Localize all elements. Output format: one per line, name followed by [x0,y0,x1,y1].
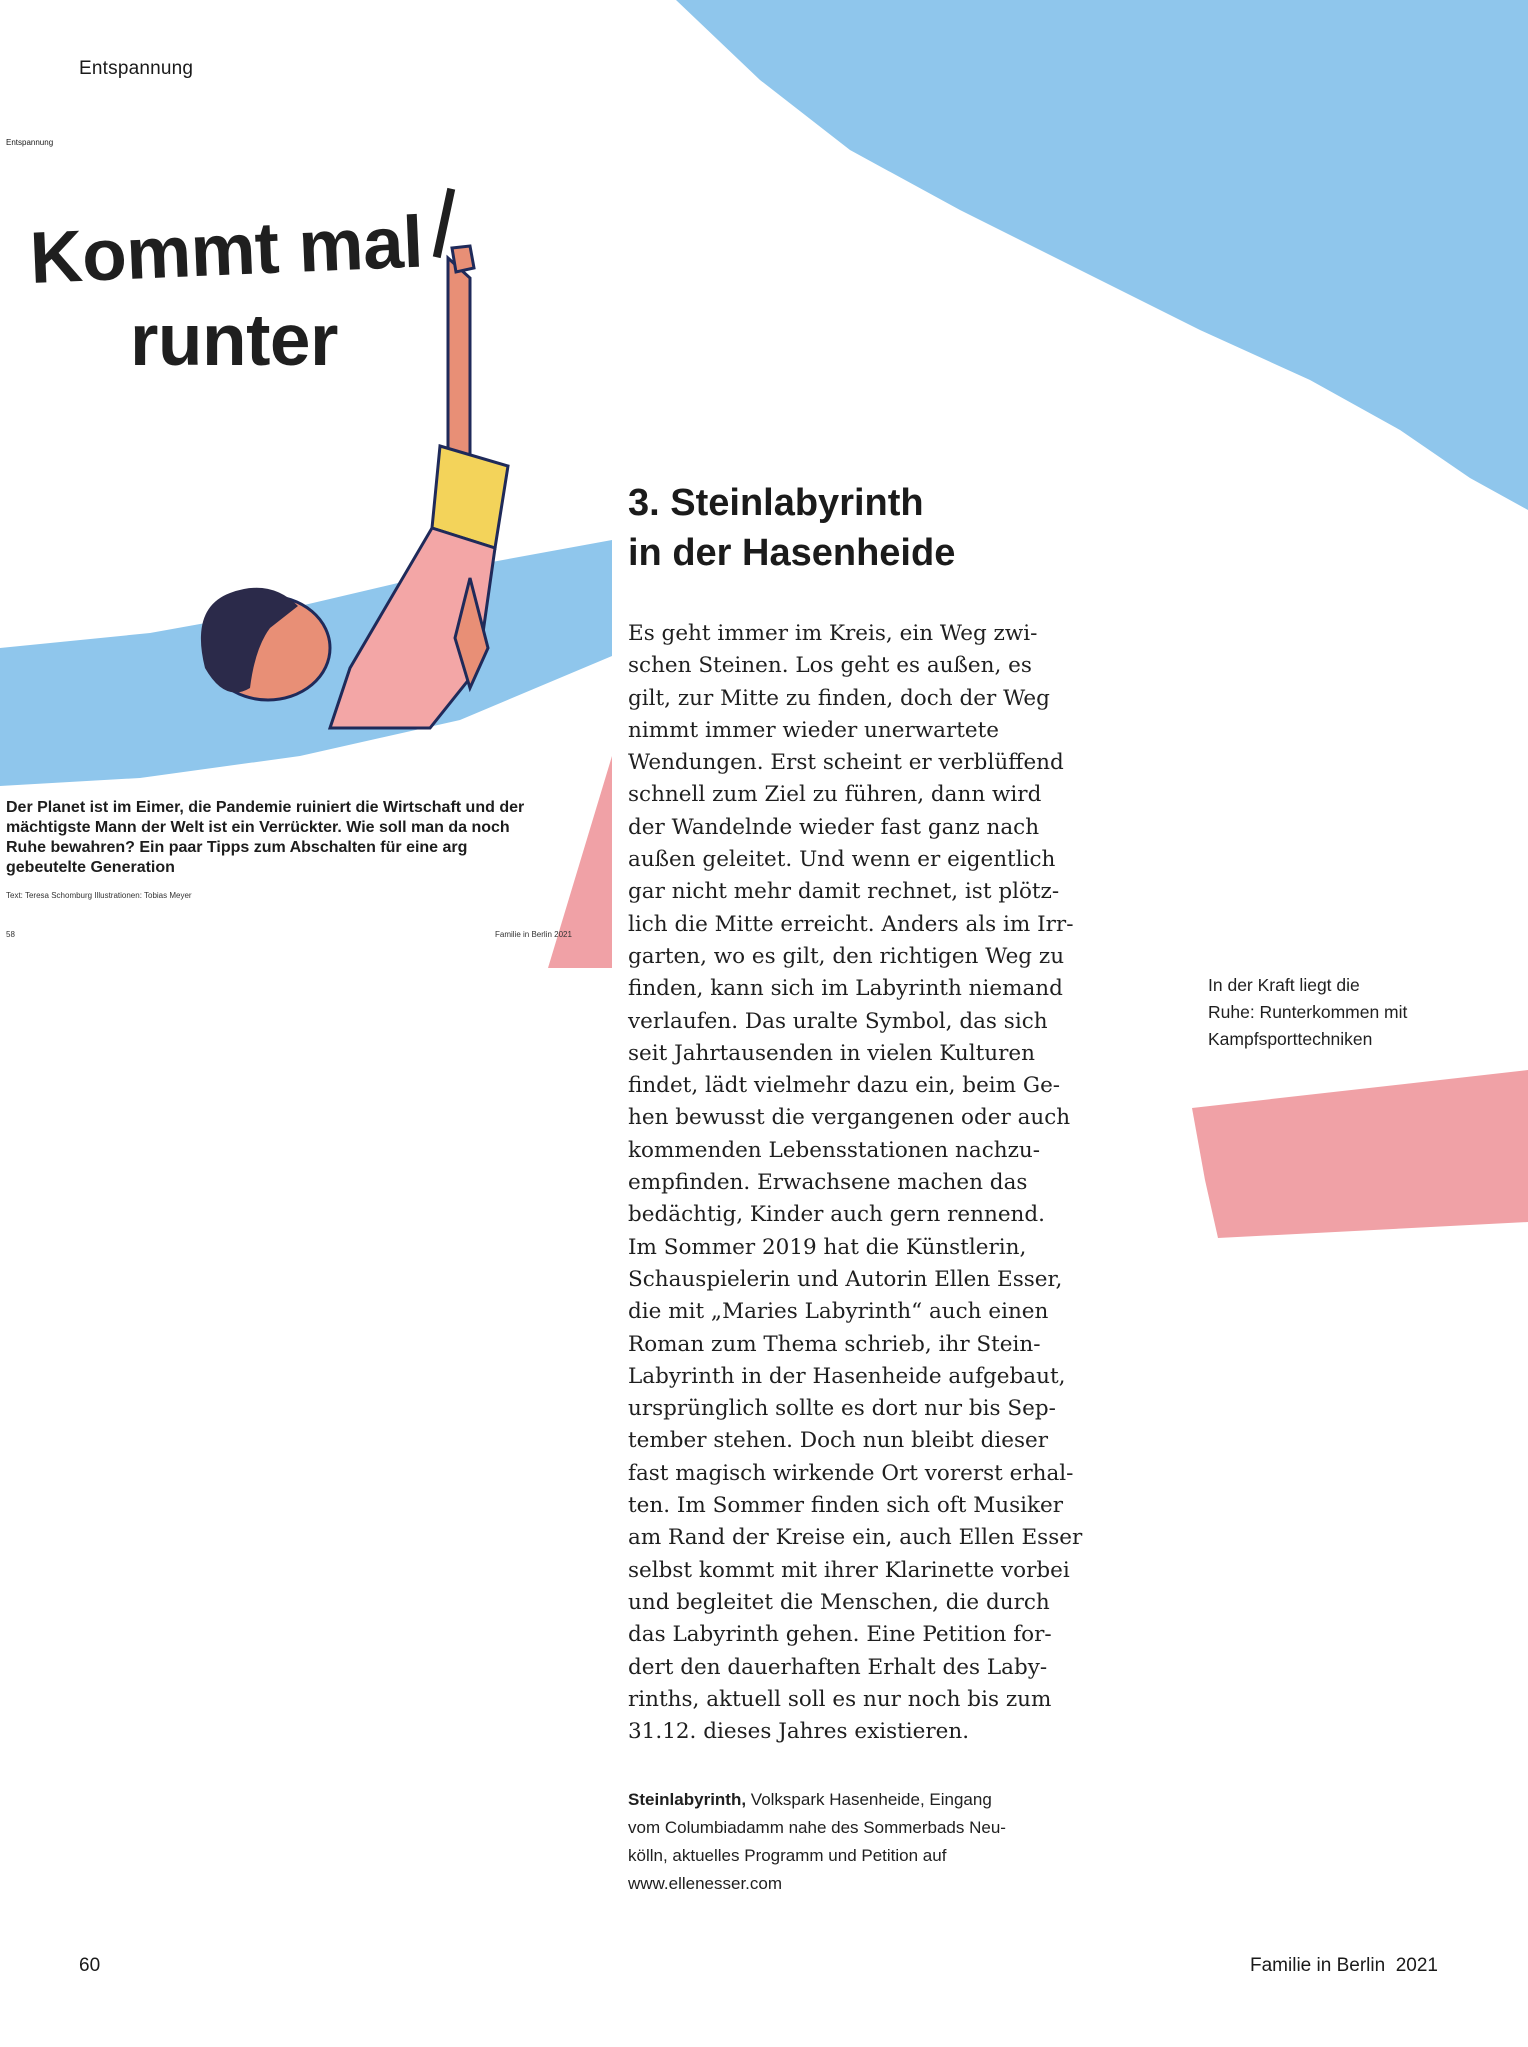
body-line: lich die Mitte erreicht. Anders als im Irr- [628,911,1074,937]
body-line: Es geht immer im Kreis, ein Weg zwi- [628,621,1038,646]
inset-title-line2: runter [130,300,338,381]
body-line: schnell zum Ziel zu führen, dann wird [628,782,1042,808]
inset-page-preview [0,128,612,968]
headline-line2: in der Hasenheide [628,532,956,574]
body-line: hen bewusst die vergangenen oder auch [628,1105,1071,1131]
body-line: tember stehen. Doch nun bleibt dieser [628,1428,1048,1454]
body-line: dert den dauerhaften Erhalt des Laby- [628,1654,1048,1680]
magazine-year: 2021 [1395,1955,1438,1976]
body-line: außen geleitet. Und wenn er eigentlich [628,847,1056,873]
body-line: rinths, aktuell soll es nur noch bis zum [628,1686,1052,1712]
body-line: verlaufen. Das uralte Symbol, das sich [628,1008,1048,1034]
body-line: findet, lädt vielmehr dazu ein, beim Ge- [628,1073,1061,1099]
magazine-footer [1250,1955,1438,1977]
inset-folio: Familie in Berlin 2021 [495,930,572,939]
info-line: Volkspark Hasenheide, Eingang [746,1790,992,1809]
body-line: das Labyrinth gehen. Eine Petition for- [628,1622,1052,1648]
body-line: Wendungen. Erst scheint er verblüffend [628,750,1064,776]
body-line: finden, kann sich im Labyrinth niemand [628,976,1063,1002]
page-number: 60 [79,1955,101,1976]
info-link[interactable]: www.ellenesser.com [628,1874,783,1893]
caption-line: In der Kraft liegt die [1208,975,1360,995]
body-line: Schauspielerin und Autorin Ellen Esser, [628,1266,1063,1292]
body-line: gar nicht mehr damit rechnet, ist plötz- [628,879,1060,905]
body-line: am Rand der Kreise ein, auch Ellen Esser [628,1525,1083,1551]
body-line: und begleitet die Menschen, die durch [628,1589,1050,1615]
section-label: Entspannung [79,58,194,79]
body-line: gilt, zur Mitte zu finden, doch der Weg [628,685,1050,711]
body-line: seit Jahrtausenden in vielen Kulturen [628,1040,1035,1066]
caption-line: Kampfsporttechniken [1208,1029,1373,1049]
inset-section-label: Entspannung [6,138,54,147]
body-line: ursprünglich sollte es dort nur bis Sep- [628,1396,1056,1422]
caption-line: Ruhe: Runterkommen mit [1208,1002,1408,1022]
body-line: bedächtig, Kinder auch gern rennend. [628,1202,1045,1228]
body-line: ten. Im Sommer finden sich oft Musiker [628,1493,1064,1519]
image-caption [1208,972,1448,1053]
info-box [628,1786,1068,1898]
magazine-name: Familie in Berlin [1250,1955,1386,1976]
body-line: die mit „Maries Labyrinth“ auch einen [628,1299,1049,1325]
body-line: schen Steinen. Los geht es außen, es [628,653,1032,679]
headline-line1: 3. Steinlabyrinth [628,482,924,524]
inset-credits: Text: Teresa Schomburg Illustrationen: Tobias Meyer [6,891,192,900]
inset-page-number: 58 [6,930,15,939]
article-body [628,618,1083,1748]
info-line: kölln, aktuelles Programm und Petition auf [628,1846,947,1865]
body-line: Labyrinth in der Hasenheide aufgebaut, [628,1363,1066,1389]
inset-lead-text: Der Planet ist im Eimer, die Pandemie ruiniert die Wirtschaft und der mächtigste Mann der Welt ist ein Verrückter. Wie soll man da noch Ruhe bewahren? Ein paar Tipps zum Abschalten für eine arg gebeutelte Generation [6,799,525,876]
body-line: 31.12. dieses Jahres existieren. [628,1719,970,1745]
body-line: fast magisch wirkende Ort vorerst erhal- [628,1460,1074,1486]
blue-brush-stroke [676,0,1528,510]
info-title: Steinlabyrinth, [628,1790,747,1809]
info-line: vom Columbiadamm nahe des Sommerbads Neu- [628,1818,1006,1837]
body-line: garten, wo es gilt, den richtigen Weg zu [628,943,1065,969]
article-headline [628,478,955,578]
body-line: Roman zum Thema schrieb, ihr Stein- [628,1331,1041,1357]
body-line: kommenden Lebensstationen nachzu- [628,1137,1041,1163]
body-line: Im Sommer 2019 hat die Künstlerin, [628,1234,1027,1260]
inset-title-line1: Kommt mal [28,201,425,299]
inset-title [28,201,425,382]
pink-brush-stroke [1192,1070,1528,1238]
body-line: nimmt immer wieder unerwartete [628,717,999,743]
body-line: selbst kommt mit ihrer Klarinette vorbei [628,1557,1070,1583]
body-line: der Wandelnde wieder fast ganz nach [628,814,1040,840]
body-line: empfinden. Erwachsene machen das [628,1170,1028,1196]
